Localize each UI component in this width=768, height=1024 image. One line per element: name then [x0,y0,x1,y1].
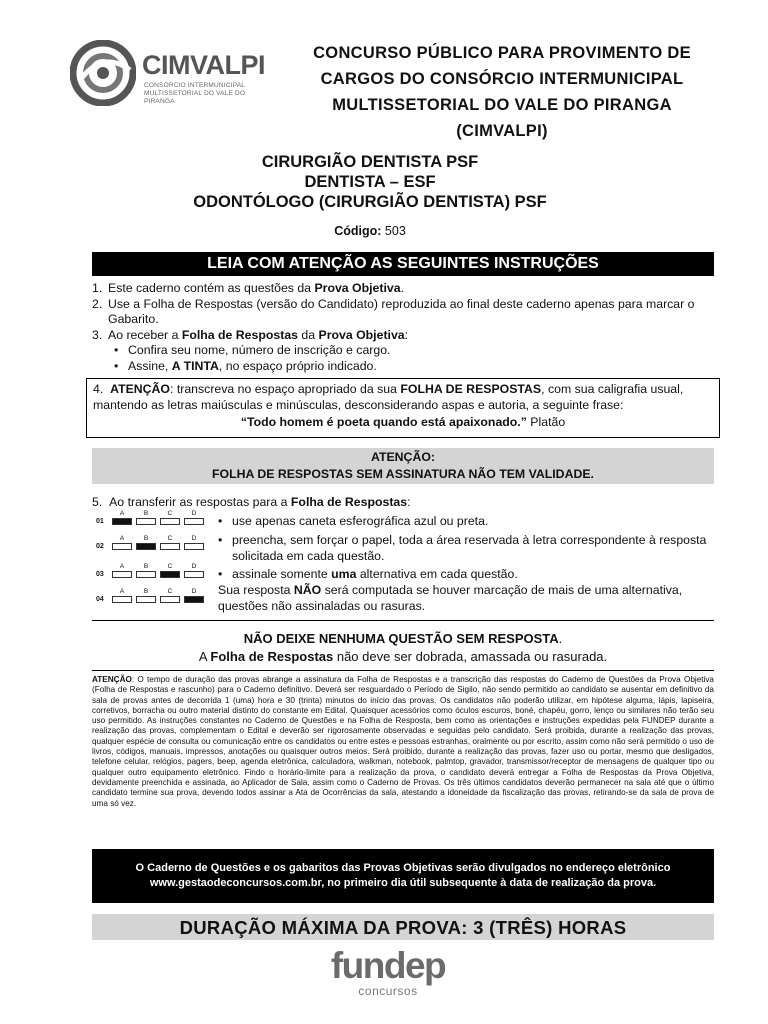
answer-example-row [92,510,212,530]
option-letter: B [143,510,149,517]
title-line: CARGOS DO CONSÓRCIO INTERMUNICIPAL [320,70,684,88]
quote [93,415,713,431]
rule-text: assinale somente uma alternativa em cada questão. [232,567,518,581]
option-letter: D [191,563,197,570]
answer-option [160,588,180,608]
cimvalpi-swirl-logo-icon [70,40,136,106]
answer-option [112,510,132,530]
filled-answer-box [112,518,132,525]
warning-line-1: NÃO DEIXE NENHUMA QUESTÃO SEM RESPOSTA. [243,631,563,646]
bullet-icon: • [218,533,223,547]
exam-code [120,224,620,238]
instruction-item [92,281,714,297]
empty-answer-box [184,543,204,550]
answer-option [112,588,132,608]
empty-answer-box [112,543,132,550]
rule-bullet [218,514,714,530]
item-number: 3. [92,327,103,342]
job-title: ODONTÓLOGO (CIRURGIÃO DENTISTA) PSF [193,193,547,211]
answer-option [160,510,180,530]
answer-option [112,563,132,583]
answer-option [112,535,132,555]
empty-answer-box [136,571,156,578]
answer-row-number: 03 [96,571,104,578]
answer-example-row [92,563,212,583]
empty-answer-box [184,518,204,525]
sub-item [92,343,714,359]
sub-item [92,359,714,375]
bullet-icon: • [114,358,119,373]
code-value: 503 [384,224,406,238]
item-text: Ao receber a Folha de Respostas da Prova Objetiva: [108,327,409,342]
notice-line: www.gestaodeconcursos.com.br, no primeiro dia útil subsequente à data de realização da prova. [149,877,657,889]
item-number: 1. [92,281,103,295]
item-4-text: 4. ATENÇÃO: transcreva no espaço apropriado da sua FOLHA DE RESPOSTAS, com sua caligrafia usual, mantendo as letras maiúsculas e minúsculas, desconsiderando aspas e autoria, a seguinte frase: [93,382,684,412]
item-4-box [86,378,720,438]
empty-answer-box [112,596,132,603]
item-5-heading: 5. Ao transferir as respostas para a Folha de Respostas: [92,495,411,509]
rule-text: use apenas caneta esferográfica azul ou preta. [232,514,489,528]
answer-example-row [92,535,212,555]
option-letter: A [119,563,125,570]
code-label: Código: [334,224,382,238]
option-letter: A [119,588,125,595]
answer-row-number: 02 [96,543,104,550]
signature-warning [92,448,714,484]
job-title: DENTISTA – ESF [304,173,436,191]
instructions-heading: LEIA COM ATENÇÃO AS SEGUINTES INSTRUÇÕES [92,252,714,276]
option-letter: B [143,588,149,595]
answer-option [184,510,204,530]
item-text: Use a Folha de Respostas (versão do Candidato) reproduzida ao final deste caderno apenas para marcar o Gabarito. [108,296,695,326]
answer-option [136,588,156,608]
filled-answer-box [184,596,204,603]
answer-option [136,563,156,583]
option-letter: A [119,535,125,542]
title-line: MULTISSETORIAL DO VALE DO PIRANGA [332,96,672,114]
warning-line-2: A Folha de Respostas não deve ser dobrada, amassada ou rasurada. [198,649,608,664]
empty-answer-box [112,571,132,578]
filled-answer-box [160,571,180,578]
option-letter: C [167,588,173,595]
answer-row-number: 04 [96,596,104,603]
rule-bullet [218,533,714,564]
warning-line: FOLHA DE RESPOSTAS SEM ASSINATURA NÃO TEM VALIDADE. [212,467,594,481]
empty-answer-box [136,518,156,525]
answer-option [160,535,180,555]
rule-bullet [218,567,714,583]
empty-answer-box [136,596,156,603]
exam-duration: DURAÇÃO MÁXIMA DA PROVA: 3 (TRÊS) HORAS [92,914,714,940]
no-blank-warning [92,630,714,666]
answer-row-number: 01 [96,518,104,525]
option-letter: C [167,563,173,570]
empty-answer-box [160,543,180,550]
instruction-item [92,328,714,344]
empty-answer-box [160,518,180,525]
option-letter: D [191,588,197,595]
option-letter: C [167,510,173,517]
answer-note: Sua resposta NÃO será computada se houver marcação de mais de uma alternativa, questões não assinaladas ou rasuras. [218,583,683,613]
notice-line: O Caderno de Questões e os gabaritos das Provas Objetivas serão divulgados no endereço eletrônico [135,862,671,874]
title-line: CONCURSO PÚBLICO PARA PROVIMENTO DE [313,44,691,62]
results-notice [92,849,714,903]
divider [92,620,714,621]
bullet-icon: • [218,567,223,581]
cimvalpi-logo [70,40,280,106]
job-title: CIRURGIÃO DENTISTA PSF [261,153,479,171]
bullet-icon: • [114,343,119,357]
option-letter: D [191,535,197,542]
fundep-logo-sub: concursos [358,984,418,998]
logo-name: CIMVALPI [142,50,265,80]
rule-text: preencha, sem forçar o papel, toda a área reservada à letra correspondente à resposta solicitada em cada questão. [232,533,707,563]
rules-label: ATENÇÃO [92,675,132,684]
title-line: (CIMVALPI) [456,122,548,140]
item-text: Este caderno contém as questões da Prova Objetiva. [108,281,404,295]
option-letter: C [167,535,173,542]
answer-option [184,535,204,555]
instructions-list [92,281,714,374]
rules-body: : O tempo de duração das provas abrange a assinatura da Folha de Respostas e a transcrição das respostas do Caderno de Questões da Prova Objetiva (Folha de Respostas e rascunho) para o Caderno definitivo. Deverá ser resguardado o Período de Sigilo, não sendo permitido ao candidato se ausentar em definitivo da sala de provas antes de decorrida 1 (uma) hora e 30 (trinta) minutos do início das provas. Os candidatos não poderão utilizar, em hipótese alguma, lápis, lapiseira, corretivos, borracha ou outro material distinto do constante em Edital. Quaisquer acessórios como óculos escuros, boné, chapéu, gorro, lenço ou similares não terão seu uso permitido. As instruções constantes no Caderno de Questões e na Folha de Resposta, bem como as orientações e instruções expedidas pela FUNDEP durante a realização das provas, complementam o Edital e deverão ser rigorosamente observadas e seguidas pelo candidato. Será proibida, durante a realização das provas, qualquer espécie de consulta ou comunicação entre os candidatos ou entre estes e pessoas estranhas, oralmente ou por escrito, assim como não será permitido o uso de livros, códigos, manuais, impressos, anotações ou quaisquer outros meios. Será proibido, durante a realização das provas, fazer uso ou portar, mesmo que desligados, telefone celular, relógios, pagers, beep, agenda eletrônica, calculadora, walkman, notebook, palmtop, gravador, transmissor/receptor de mensagens de qualquer tipo ou qualquer outro equipamento eletrônico. Findo o horário-limite para a realização da prova, o candidato deverá entregar a Folha de Respostas da Prova Objetiva, devidamente preenchida e assinada, ao Aplicador de Sala, assim como o Caderno de Provas. Os três últimos candidatos deverão permanecer na sala até que o último candidato termine sua prova, devendo todos assinar a Ata de Ocorrências da sala, atestando a idoneidade da fiscalização das provas, retirando-se da sala de prova de uma só vez. [92,675,714,808]
answer-option [136,510,156,530]
fundep-logo-name: fundep [330,945,446,986]
option-letter: A [119,510,125,517]
quote-author: Platão [526,415,566,429]
fundep-logo [318,946,458,998]
empty-answer-box [160,596,180,603]
logo-subtitle: CONSÓRCIO INTERMUNICIPAL MULTISSETORIAL DO VALE DO PIRANGA [144,82,246,105]
sub-item-text: Assine, A TINTA, no espaço próprio indicado. [128,358,377,373]
answer-option [136,535,156,555]
option-letter: B [143,563,149,570]
bullet-icon: • [218,514,223,528]
option-letter: D [191,510,197,517]
sub-item-text: Confira seu nome, número de inscrição e cargo. [128,343,391,357]
answer-example-row [92,588,212,608]
filled-answer-box [136,543,156,550]
answer-option [184,588,204,608]
divider [92,670,714,671]
instruction-item [92,297,714,328]
answer-option [160,563,180,583]
item-number: 2. [92,296,103,311]
exam-rules-paragraph [92,675,714,809]
answer-option [184,563,204,583]
option-letter: B [143,535,149,542]
exam-title [282,40,722,144]
quote-text: “Todo homem é poeta quando está apaixonado.” [240,415,527,429]
job-titles [120,152,620,212]
warning-line: ATENÇÃO: [371,450,435,464]
empty-answer-box [184,571,204,578]
